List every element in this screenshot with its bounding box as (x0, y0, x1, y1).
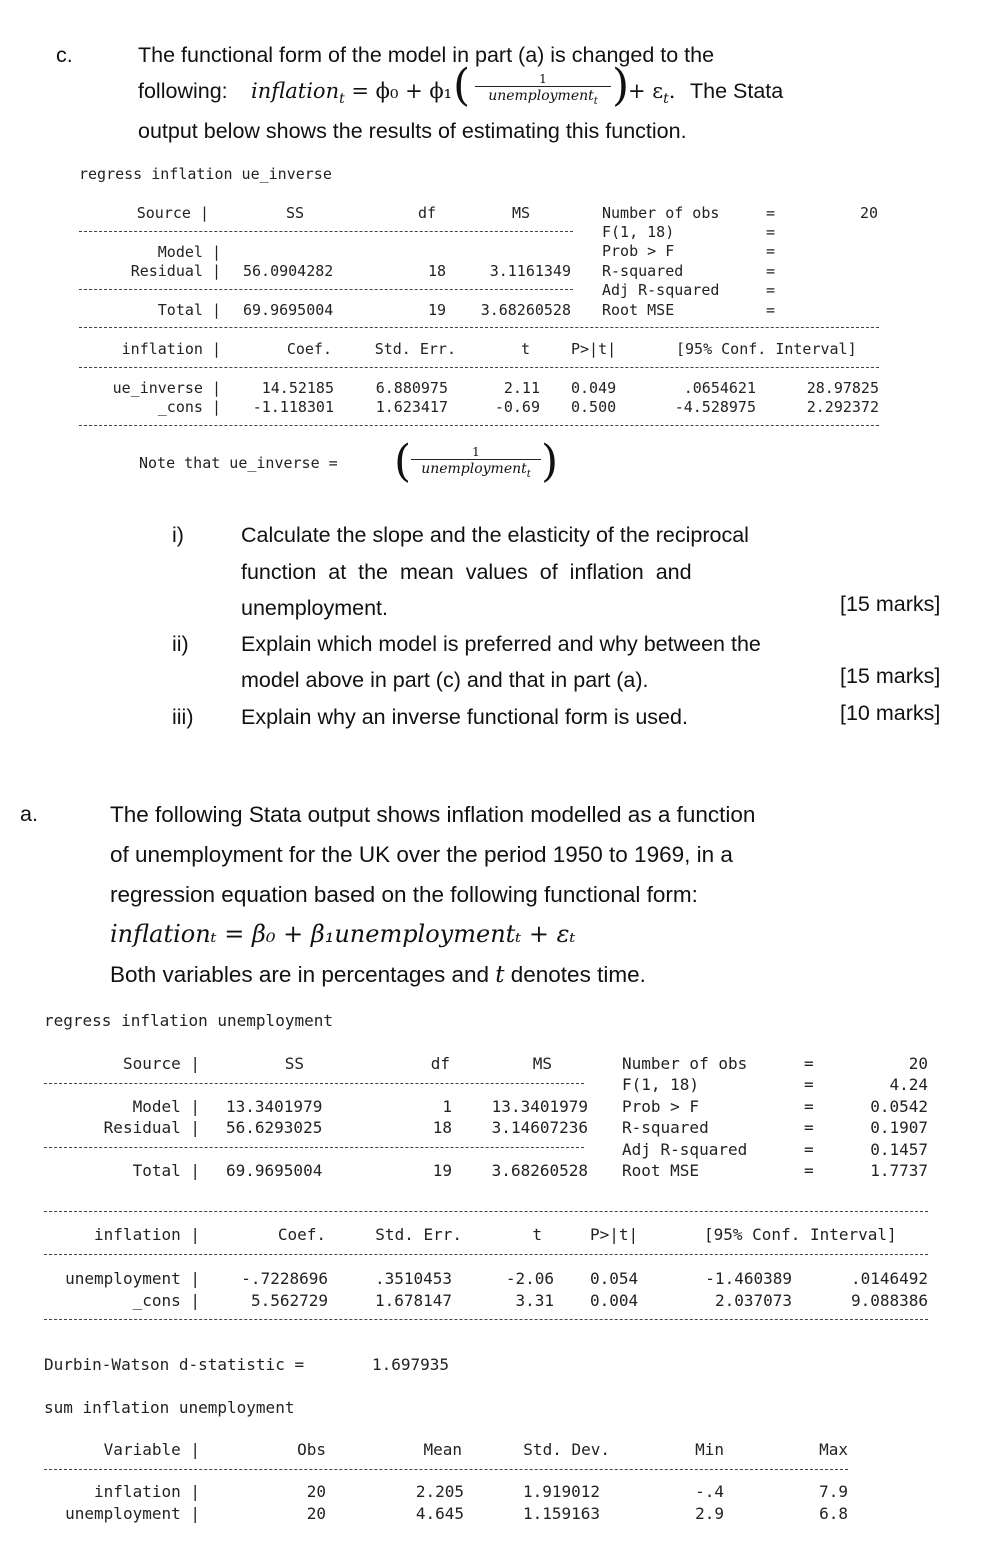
sum-obs-1: 20 (306, 1504, 326, 1523)
c-stat-eq-5: = (766, 301, 776, 319)
c-stat-value-0: 20 (859, 204, 878, 222)
c-anova-h-ms: MS (511, 204, 530, 222)
a-stat-value-2: 0.0542 (870, 1097, 928, 1116)
part-a-equation: inflationₜ = β₀ + β₁unemploymentₜ + εₜ (110, 920, 576, 948)
part-a-line3: regression equation based on the following functional form: (110, 882, 698, 907)
c-stat-eq-1: = (766, 223, 776, 241)
a-anova-model-ms: 13.3401979 (491, 1097, 588, 1116)
eq-c-lparen: ( (453, 60, 471, 111)
eq-c-lhs: inflation$_t$ = ϕ₀ + ϕ₁ (251, 79, 453, 108)
c-anova-total-ms: 3.68260528 (480, 301, 571, 319)
sum-command: sum inflation unemployment (44, 1398, 295, 1417)
note-lparen: ( (394, 436, 412, 487)
question-3-line1: Explain why an inverse functional form is used. (241, 705, 688, 729)
a-coef-divider-mid (44, 1254, 928, 1255)
a-stat-value-0: 20 (908, 1054, 928, 1073)
c-stat-label-4: Adj R-squared (602, 281, 720, 299)
a-coef-se-0: .3510453 (374, 1269, 452, 1288)
c-coef-h-p: P>|t| (571, 340, 617, 358)
sum-var-0: inflation | (94, 1482, 200, 1501)
note-fraction: 1 unemployment$_t$ (411, 445, 541, 484)
question-1-line1: Calculate the slope and the elasticity of the reciprocal (241, 523, 749, 547)
a-coef-p-0: 0.054 (590, 1269, 639, 1288)
c-anova-total-df: 19 (427, 301, 446, 319)
sum-max-0: 7.9 (819, 1482, 848, 1501)
eq-c-tail: + $\varepsilon_t$. (628, 79, 676, 108)
c-stat-label-1: F(1, 18) (602, 223, 675, 241)
eq-c-rparen: ) (612, 60, 630, 111)
a-coef-hi-1: 9.088386 (850, 1291, 928, 1310)
c-coef-divider-top (79, 327, 879, 328)
sum-var-1: unemployment | (65, 1504, 200, 1523)
a-coef-var-1: _cons | (132, 1291, 200, 1310)
a-stat-value-3: 0.1907 (870, 1118, 928, 1137)
c-anova-resid-ms: 3.1161349 (489, 262, 571, 280)
a-coef-lo-1: 2.037073 (714, 1291, 792, 1310)
c-stat-eq-4: = (766, 281, 776, 299)
question-2-line2: model above in part (c) and that in part (a). (241, 668, 649, 692)
a-stat-label-0: Number of obs (622, 1054, 748, 1073)
c-anova-h-source: Source | (136, 204, 209, 222)
question-2-marks: [15 marks] (840, 664, 941, 688)
c-coef-lo-1: -4.528975 (674, 398, 756, 416)
c-anova-h-df: df (417, 204, 436, 222)
part-c-the-stata: The Stata (690, 79, 784, 103)
sum-divider (44, 1469, 848, 1470)
sum-h-obs: Obs (297, 1440, 326, 1459)
a-anova-divider (44, 1083, 584, 1084)
a-anova-resid-source: Residual | (103, 1118, 200, 1137)
c-anova-resid-ss: 56.0904282 (243, 262, 334, 280)
c-coef-coef-1: -1.118301 (252, 398, 334, 416)
part-a-line1: The following Stata output shows inflation modelled as a function (110, 802, 756, 827)
c-coef-var-1: _cons | (157, 398, 221, 416)
a-stat-label-3: R-squared (622, 1118, 709, 1137)
a-anova-total-df: 19 (432, 1161, 452, 1180)
c-anova-total-ss: 69.9695004 (243, 301, 334, 319)
c-coef-lo-0: .0654621 (683, 379, 756, 397)
a-anova-h-ms: MS (532, 1054, 552, 1073)
question-3-marks: [10 marks] (840, 701, 941, 725)
sum-h-min: Min (695, 1440, 724, 1459)
a-coef-coef-1: 5.562729 (250, 1291, 328, 1310)
c-anova-divider2 (79, 289, 573, 290)
c-stat-label-0: Number of obs (602, 204, 720, 222)
a-coef-h-p: P>|t| (590, 1225, 639, 1244)
a-coef-h-se: Std. Err. (375, 1225, 462, 1244)
sum-h-sd: Std. Dev. (523, 1440, 610, 1459)
c-anova-model-source: Model | (157, 243, 221, 261)
part-a-line5: Both variables are in percentages and t denotes time. (110, 962, 646, 988)
c-coef-var-0: ue_inverse | (112, 379, 221, 397)
c-stat-label-3: R-squared (602, 262, 684, 280)
c-coef-h-se: Std. Err. (374, 340, 456, 358)
c-note: Note that ue_inverse = (139, 454, 338, 472)
a-anova-resid-df: 18 (432, 1118, 452, 1137)
c-coef-h-ci: [95% Conf. Interval] (676, 340, 857, 358)
a-stat-eq-2: = (804, 1097, 814, 1116)
a-coef-lo-0: -1.460389 (705, 1269, 792, 1288)
c-anova-resid-df: 18 (427, 262, 446, 280)
a-stat-value-1: 4.24 (889, 1075, 928, 1094)
question-1-marks: [15 marks] (840, 592, 941, 616)
c-coef-hi-1: 2.292372 (806, 398, 879, 416)
c-stat-eq-2: = (766, 242, 776, 260)
c-coef-divider-bottom (79, 425, 879, 426)
a-anova-resid-ss: 56.6293025 (226, 1118, 323, 1137)
part-a-label: a. (20, 802, 38, 826)
a-coef-t-0: -2.06 (505, 1269, 554, 1288)
sum-obs-0: 20 (306, 1482, 326, 1501)
c-command: regress inflation ue_inverse (79, 165, 332, 183)
a-coef-hi-0: .0146492 (850, 1269, 928, 1288)
question-2-num: ii) (172, 632, 189, 656)
sum-h-mean: Mean (423, 1440, 462, 1459)
c-anova-total-source: Total | (157, 301, 221, 319)
c-anova-resid-source: Residual | (130, 262, 221, 280)
question-2-line1: Explain which model is preferred and why between the (241, 632, 761, 656)
a-coef-h-var: inflation | (94, 1225, 200, 1244)
sum-sd-0: 1.919012 (522, 1482, 600, 1501)
a-coef-divider-bottom (44, 1319, 928, 1320)
a-anova-divider2 (44, 1147, 584, 1148)
c-coef-se-1: 1.623417 (375, 398, 448, 416)
a-stat-label-2: Prob > F (622, 1097, 700, 1116)
c-stat-eq-3: = (766, 262, 776, 280)
c-coef-h-coef: Coef. (286, 340, 332, 358)
a-stat-eq-3: = (804, 1118, 814, 1137)
sum-h-max: Max (819, 1440, 848, 1459)
eq-c-fraction: 1 unemployment$_t$ (475, 72, 611, 111)
a-anova-total-ss: 69.9695004 (226, 1161, 323, 1180)
sum-mean-0: 2.205 (415, 1482, 464, 1501)
durbin-label: Durbin-Watson d-statistic = (44, 1355, 305, 1374)
a-anova-total-ms: 3.68260528 (491, 1161, 588, 1180)
a-coef-var-0: unemployment | (65, 1269, 200, 1288)
question-1-num: i) (172, 523, 184, 547)
sum-min-0: -.4 (695, 1482, 724, 1501)
a-coef-se-1: 1.678147 (374, 1291, 452, 1310)
question-1-line2: function at the mean values of inflation and (241, 560, 692, 584)
a-coef-coef-0: -.7228696 (241, 1269, 328, 1288)
c-coef-t-1: -0.69 (494, 398, 540, 416)
durbin-value: 1.697935 (372, 1355, 450, 1374)
a-coef-h-t: t (532, 1225, 542, 1244)
c-stat-label-2: Prob > F (602, 242, 675, 260)
a-stat-value-4: 0.1457 (870, 1140, 928, 1159)
a-anova-total-source: Total | (132, 1161, 200, 1180)
part-c-line3: output below shows the results of estimating this function. (138, 119, 687, 143)
part-c-line1: The functional form of the model in part (a) is changed to the (138, 43, 715, 67)
c-coef-hi-0: 28.97825 (806, 379, 879, 397)
a-anova-h-source: Source | (122, 1054, 200, 1073)
sum-h-var: Variable | (103, 1440, 200, 1459)
c-coef-se-0: 6.880975 (375, 379, 448, 397)
c-coef-p-1: 0.500 (571, 398, 617, 416)
a-stat-eq-5: = (804, 1161, 814, 1180)
a-coef-t-1: 3.31 (515, 1291, 554, 1310)
a-stat-eq-4: = (804, 1140, 814, 1159)
sum-min-1: 2.9 (695, 1504, 724, 1523)
c-anova-divider (79, 231, 573, 232)
a-coef-divider-top (44, 1211, 928, 1212)
a-stat-label-4: Adj R-squared (622, 1140, 748, 1159)
a-anova-resid-ms: 3.14607236 (491, 1118, 588, 1137)
c-anova-h-ss: SS (285, 204, 304, 222)
a-stat-eq-1: = (804, 1075, 814, 1094)
part-c-label: c. (56, 43, 73, 67)
a-stat-label-1: F(1, 18) (622, 1075, 700, 1094)
c-stat-label-5: Root MSE (602, 301, 675, 319)
a-stat-label-5: Root MSE (622, 1161, 700, 1180)
c-coef-p-0: 0.049 (571, 379, 617, 397)
a-anova-h-df: df (430, 1054, 450, 1073)
a-anova-model-ss: 13.3401979 (226, 1097, 323, 1116)
c-coef-h-t: t (520, 340, 530, 358)
c-coef-h-var: inflation | (121, 340, 221, 358)
a-command: regress inflation unemployment (44, 1011, 333, 1030)
c-coef-divider-mid (79, 367, 879, 368)
question-1-line3: unemployment. (241, 596, 388, 620)
a-coef-p-1: 0.004 (590, 1291, 639, 1310)
a-coef-h-ci: [95% Conf. Interval] (704, 1225, 897, 1244)
a-anova-h-ss: SS (284, 1054, 304, 1073)
a-stat-value-5: 1.7737 (870, 1161, 928, 1180)
note-rparen: ) (541, 436, 559, 487)
a-stat-eq-0: = (804, 1054, 814, 1073)
a-anova-model-df: 1 (442, 1097, 452, 1116)
a-coef-h-coef: Coef. (277, 1225, 326, 1244)
a-anova-model-source: Model | (132, 1097, 200, 1116)
sum-sd-1: 1.159163 (522, 1504, 600, 1523)
sum-mean-1: 4.645 (415, 1504, 464, 1523)
sum-max-1: 6.8 (819, 1504, 848, 1523)
part-c-following: following: (138, 79, 228, 103)
part-a-line2: of unemployment for the UK over the period 1950 to 1969, in a (110, 842, 733, 867)
c-stat-eq-0: = (766, 204, 776, 222)
question-3-num: iii) (172, 705, 194, 729)
c-coef-coef-0: 14.52185 (261, 379, 334, 397)
c-coef-t-0: 2.11 (503, 379, 540, 397)
